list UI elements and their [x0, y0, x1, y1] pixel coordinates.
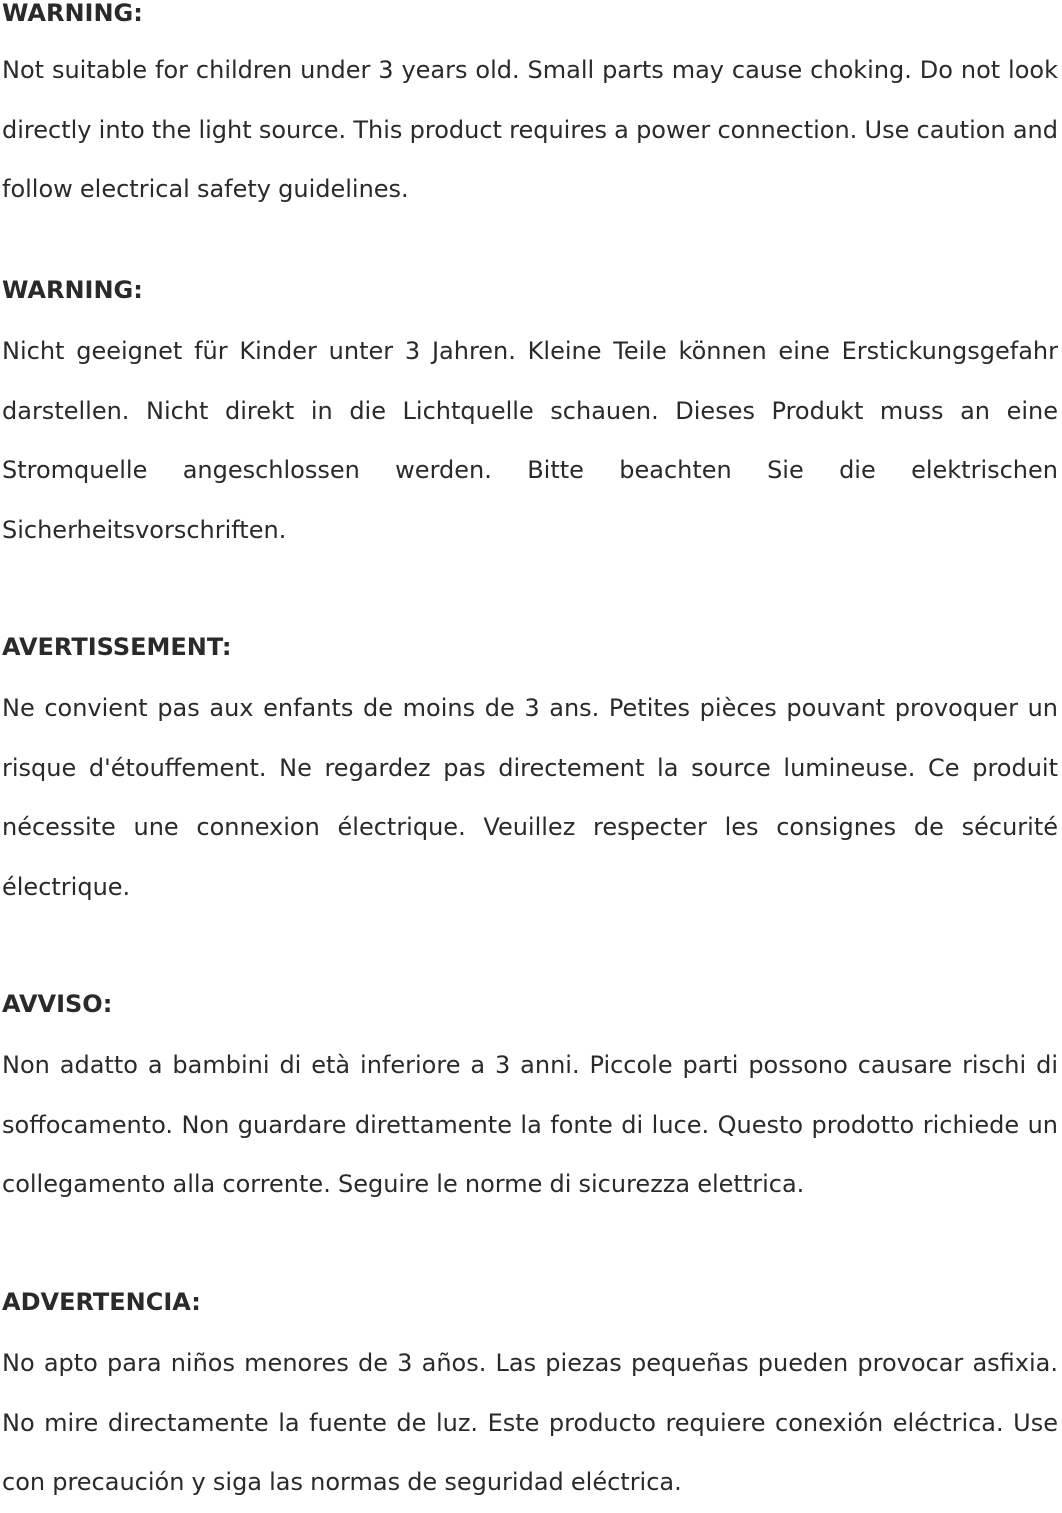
section-heading: AVVISO:	[2, 990, 113, 1018]
warning-section-italian	[2, 991, 1058, 1215]
warning-section-english	[2, 0, 1058, 220]
warning-section-german	[2, 277, 1058, 560]
section-text: Ne convient pas aux enfants de moins de 3 ans. Petites pièces pouvant provoquer un risque d'étouffement. Ne regardez pas directement la source lumineuse. Ce produit nécessite une connexion électrique. Veuillez respecter les consignes de sécurité électrique.	[2, 694, 1058, 901]
section-heading: AVERTISSEMENT:	[2, 633, 232, 661]
section-text: Non adatto a bambini di età inferiore a 3 anni. Piccole parti possono causare rischi di soffocamento. Non guardare direttamente la fonte di luce. Questo prodotto richiede un collegamento alla corrente. Seguire le norme di sicurezza elettrica.	[2, 1051, 1058, 1199]
section-text: Not suitable for children under 3 years old. Small parts may cause choking. Do not look directly into the light source. This product requires a power connection. Use caution and follow electrical safety guidelines.	[2, 56, 1058, 204]
section-heading: ADVERTENCIA:	[2, 1288, 201, 1316]
section-heading: WARNING:	[2, 276, 143, 304]
warning-section-spanish	[2, 1289, 1058, 1513]
section-heading: WARNING:	[2, 0, 143, 27]
warning-section-french	[2, 634, 1058, 917]
section-text: Nicht geeignet für Kinder unter 3 Jahren. Kleine Teile können eine Erstickungsgefahr darstellen. Nicht direkt in die Lichtquelle schauen. Dieses Produkt muss an eine Stromquelle angeschlossen werden. Bitte beachten Sie die elektrischen Sicherheitsvorschriften.	[2, 337, 1058, 544]
section-text: No apto para niños menores de 3 años. Las piezas pequeñas pueden provocar asfixia. No mire directamente la fuente de luz. Este producto requiere conexión eléctrica. Use con precaución y siga las normas de seguridad eléctrica.	[2, 1349, 1058, 1497]
